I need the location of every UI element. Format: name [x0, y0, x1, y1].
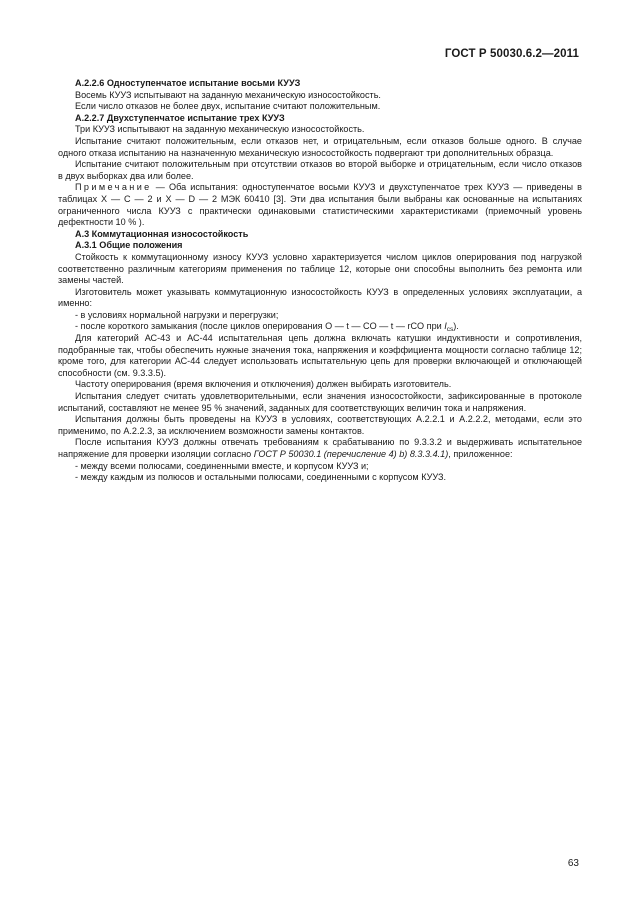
paragraph: Испытание считают положительным, если отказов нет, и отрицательным, если отказов больше одного. В случае одного отказа испытанию на назначенную механическую износостойкость подвергают три дополнительных образца. [58, 135, 582, 158]
section-heading-a31: А.3.1 Общие положения [75, 240, 183, 251]
paragraph: Испытания должны быть проведены на КУУЗ в условиях, соответствующих А.2.2.1 и А.2.2.2, методами, если это применимо, по А.2.2.3, за исключением возможности замены контактов. [58, 414, 582, 436]
document-body [58, 78, 582, 484]
list-item-end: ). [453, 321, 459, 332]
list-item [58, 321, 582, 333]
list-item: - между каждым из полюсов и остальными полюсами, соединенными с корпусом КУУЗ. [75, 472, 446, 483]
section-heading-a226: А.2.2.6 Одноступенчатое испытание восьми КУУЗ [75, 78, 301, 88]
page-number: 63 [567, 858, 579, 869]
list-item-text: - после короткого замыкания (после циклов оперирования О — t — CO — t — rCO при [75, 321, 445, 332]
paragraph-text: После испытания КУУЗ должны отвечать требованиям к срабатыванию по 9.3.3.2 и выдерживать испытательное напряжение для проверки изоляции согласно [58, 437, 582, 459]
current-symbol: I [444, 321, 447, 332]
current-subscript: cs [446, 326, 454, 334]
paragraph: Изготовитель может указывать коммутационную износостойкость КУУЗ в определенных условиях эксплуатации, а именно: [58, 286, 582, 309]
note-label: Примечание [75, 182, 152, 193]
standard-reference: ГОСТ Р 50030.1 (перечисление 4) b) 8.3.3.4.1) [253, 449, 449, 459]
paragraph: Для категорий АС-43 и АС-44 испытательная цепь должна включать катушки индуктивности и сопротивления, подобранные так, чтобы обеспечить нужные значения тока, напряжения и коэффициента мощности согласно таблице 12; кроме того, для категории АС-44 следует использовать испытательную цепь для проверки включающей и отключающей способности (см. 9.3.3.5). [58, 333, 582, 378]
section-heading-a3: А.3 Коммутационная износостойкость [75, 228, 249, 239]
paragraph: Испытание считают положительным при отсутствии отказов во второй выборке и отрицательным, если число отказов в двух выборках два или более. [58, 159, 582, 181]
section-heading-a227: А.2.2.7 Двухступенчатое испытание трех КУУЗ [75, 112, 285, 123]
note-text: — Оба испытания: одноступенчатое восьми КУУЗ и двухступенчатое трех КУУЗ — приведены в таблицах X — C — 2 и X — D — 2 МЭК 60410 [3]. Эти два испытания были выбраны как основанные на испытаниях ограниченного числа КУУЗ с практически одинаковыми статистическими характеристиками (приемочный уровень дефектности 10 % ). [58, 182, 582, 228]
list-item: - в условиях нормальной нагрузки и перегрузки; [75, 309, 279, 320]
paragraph: Восемь КУУЗ испытывают на заданную механическую износостойкость. [75, 89, 381, 100]
paragraph: Испытания следует считать удовлетворительными, если значения износостойкости, зафиксированные в протоколе испытаний, составляют не менее 95 % значений, заданных для соответствующих величин тока и напряжения. [58, 391, 582, 413]
paragraph: Частоту оперирования (время включения и отключения) должен выбирать изготовитель. [75, 379, 452, 390]
note-paragraph [58, 182, 582, 228]
paragraph: Три КУУЗ испытывают на заданную механическую износостойкость. [75, 124, 365, 135]
document-code-header: ГОСТ Р 50030.6.2—2011 [444, 48, 579, 60]
paragraph [58, 437, 582, 460]
list-item: - между всеми полюсами, соединенными вместе, и корпусом КУУЗ и; [75, 460, 369, 471]
paragraph: Стойкость к коммутационному износу КУУЗ условно характеризуется числом циклов оперирования под нагрузкой соответственно различным категориям применения по таблице 12, которые они способны выполнить без ремонта или замены частей. [58, 251, 582, 286]
paragraph: Если число отказов не более двух, испытание считают положительным. [75, 101, 381, 112]
paragraph-end: , приложенное: [448, 449, 513, 459]
